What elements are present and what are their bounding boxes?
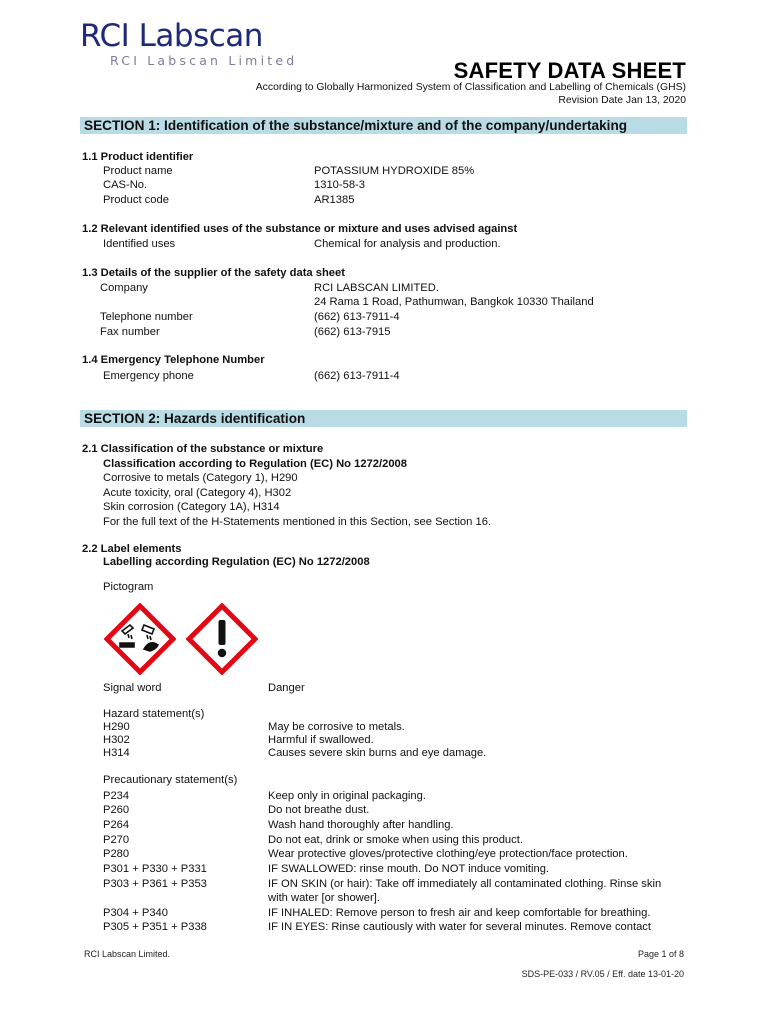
company-name: RCI LABSCAN LIMITED. — [314, 282, 439, 294]
subsection-1-4-title: 1.4 Emergency Telephone Number — [82, 354, 265, 366]
labelling-subtitle: Labelling according Regulation (EC) No 1272/2008 — [103, 556, 370, 568]
footer-company: RCI Labscan Limited. — [84, 949, 171, 959]
product-code-value: AR1385 — [314, 194, 355, 206]
revision-date: Revision Date Jan 13, 2020 — [558, 95, 686, 106]
precaution-text: IF INHALED: Remove person to fresh air and keep comfortable for breathing. — [268, 907, 651, 919]
section-1-heading: SECTION 1: Identification of the substance/mixture and of the company/undertaking — [80, 117, 687, 134]
fax-label: Fax number — [100, 326, 160, 338]
section-2-heading: SECTION 2: Hazards identification — [80, 410, 687, 427]
hazard-statements-label: Hazard statement(s) — [103, 708, 205, 720]
precaution-text: Wear protective gloves/protective clothing/eye protection/face protection. — [268, 848, 628, 860]
product-code-label: Product code — [103, 194, 169, 206]
subsection-2-2-title: 2.2 Label elements — [82, 543, 182, 555]
corrosion-pictogram-icon — [104, 603, 176, 675]
signal-word-value: Danger — [268, 682, 305, 694]
cas-value: 1310-58-3 — [314, 179, 366, 191]
hazard-text: May be corrosive to metals. — [268, 721, 405, 733]
emergency-phone-value: (662) 613-7911-4 — [314, 370, 400, 382]
subsection-1-2-title: 1.2 Relevant identified uses of the substance or mixture and uses advised against — [82, 223, 518, 235]
document-title: SAFETY DATA SHEET — [453, 58, 686, 83]
precaution-code: P305 + P351 + P338 — [103, 921, 207, 933]
pictogram-label: Pictogram — [103, 581, 154, 593]
precaution-code: P303 + P361 + P353 — [103, 878, 207, 890]
subsection-1-1-title: 1.1 Product identifier — [82, 151, 194, 163]
fax-value: (662) 613-7915 — [314, 326, 391, 338]
classification-note: For the full text of the H-Statements mentioned in this Section, see Section 16. — [103, 516, 492, 528]
subsection-2-1-title: 2.1 Classification of the substance or mixture — [82, 443, 324, 455]
precautionary-statements-label: Precautionary statement(s) — [103, 774, 238, 786]
precaution-text: IF SWALLOWED: rinse mouth. Do NOT induce vomiting. — [268, 863, 550, 875]
hazard-text: Causes severe skin burns and eye damage. — [268, 747, 487, 759]
telephone-label: Telephone number — [100, 311, 193, 323]
precaution-code: P301 + P330 + P331 — [103, 863, 207, 875]
footer-document-reference: SDS-PE-033 / RV.05 / Eff. date 13-01-20 — [521, 969, 684, 979]
cas-label: CAS-No. — [103, 179, 148, 191]
logo-sub-text: RCI Labscan Limited — [110, 53, 298, 68]
classification-line: Corrosive to metals (Category 1), H290 — [103, 472, 298, 484]
hazard-code: H290 — [103, 721, 130, 733]
company-address: 24 Rama 1 Road, Pathumwan, Bangkok 10330 Thailand — [314, 296, 594, 308]
identified-uses-value: Chemical for analysis and production. — [314, 238, 501, 250]
precaution-text-continued: with water [or shower]. — [268, 892, 380, 904]
hazard-text: Harmful if swallowed. — [268, 734, 374, 746]
precaution-text: Do not eat, drink or smoke when using this product. — [268, 834, 523, 846]
precaution-code: P280 — [103, 848, 130, 860]
document-subtitle: According to Globally Harmonized System of Classification and Labelling of Chemicals (GHS) — [255, 82, 686, 93]
telephone-value: (662) 613-7911-4 — [314, 311, 400, 323]
emergency-phone-label: Emergency phone — [103, 370, 194, 382]
hazard-code: H314 — [103, 747, 130, 759]
logo-main-text: RCI Labscan — [80, 18, 263, 54]
classification-line: Acute toxicity, oral (Category 4), H302 — [103, 487, 292, 499]
precaution-code: P260 — [103, 804, 130, 816]
classification-line: Skin corrosion (Category 1A), H314 — [103, 501, 280, 513]
precaution-code: P304 + P340 — [103, 907, 169, 919]
precaution-code: P234 — [103, 790, 130, 802]
precaution-text: IF ON SKIN (or hair): Take off immediately all contaminated clothing. Rinse skin — [268, 878, 662, 890]
subsection-1-3-title: 1.3 Details of the supplier of the safety data sheet — [82, 267, 345, 279]
product-name-value: POTASSIUM HYDROXIDE 85% — [314, 165, 475, 177]
exclamation-pictogram-icon — [186, 603, 258, 675]
product-name-label: Product name — [103, 165, 173, 177]
footer-page-number: Page 1 of 8 — [637, 949, 684, 959]
company-label: Company — [100, 282, 148, 294]
precaution-text: Wash hand thoroughly after handling. — [268, 819, 454, 831]
signal-word-label: Signal word — [103, 682, 162, 694]
classification-subtitle: Classification according to Regulation (EC) No 1272/2008 — [103, 458, 408, 470]
precaution-text: Do not breathe dust. — [268, 804, 370, 816]
precaution-text: Keep only in original packaging. — [268, 790, 426, 802]
precaution-code: P264 — [103, 819, 130, 831]
identified-uses-label: Identified uses — [103, 238, 176, 250]
precaution-code: P270 — [103, 834, 130, 846]
company-logo — [80, 18, 297, 68]
precaution-text: IF IN EYES: Rinse cautiously with water for several minutes. Remove contact — [268, 921, 652, 933]
hazard-code: H302 — [103, 734, 130, 746]
